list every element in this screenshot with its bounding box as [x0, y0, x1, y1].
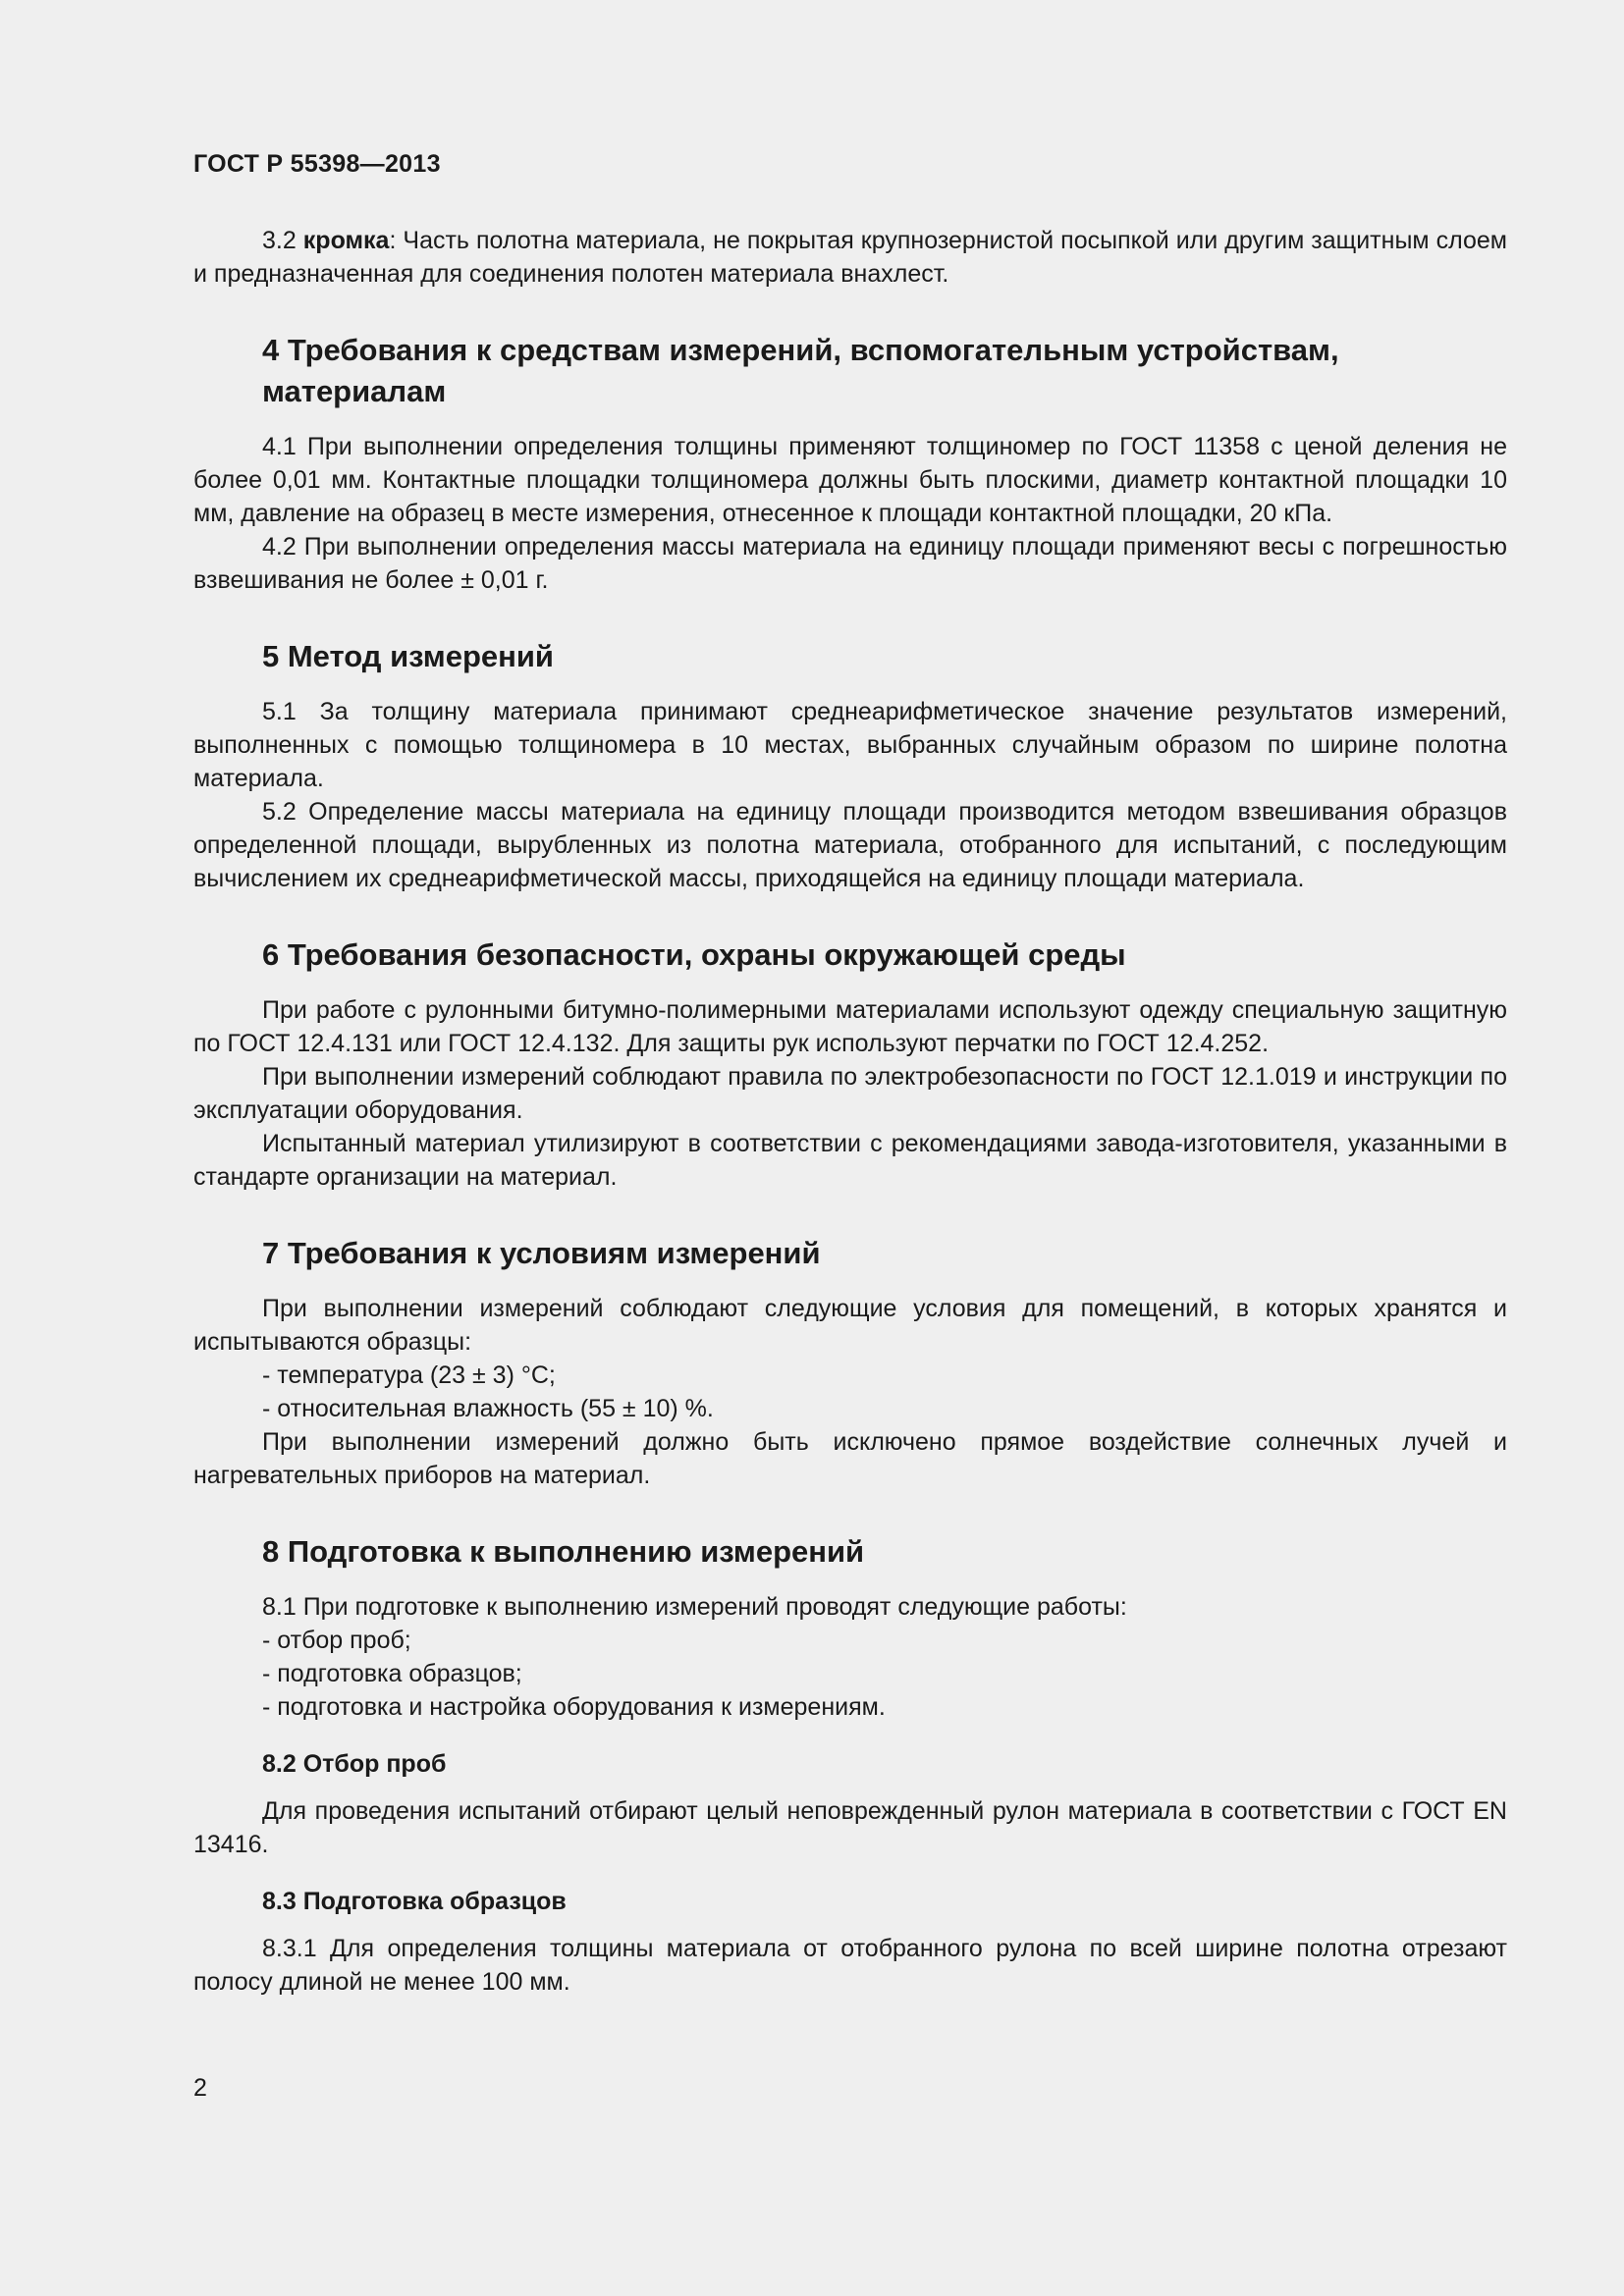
- section-6-title: 6 Требования безопасности, охраны окружающей среды: [262, 937, 1126, 972]
- clause-text: : Часть полотна материала, не покрытая крупнозернистой посыпкой или другим защитным слоем и предназначенная для соединения полотен материала внахлест.: [193, 227, 1507, 288]
- clause-number: 3.2: [262, 227, 303, 254]
- section-8-title: 8 Подготовка к выполнению измерений: [262, 1534, 865, 1569]
- paragraph-7-1: При выполнении измерений соблюдают следующие условия для помещений, в которых хранятся и испытываются образцы:: [193, 1295, 1507, 1356]
- section-4-title: 4 Требования к средствам измерений, вспомогательным устройствам, материалам: [262, 333, 1339, 408]
- term-kromka: кромка: [302, 227, 390, 254]
- list-item: - температура (23 ± 3) °С;: [262, 1362, 556, 1389]
- paragraph-8-3-1: 8.3.1 Для определения толщины материала от отобранного рулона по всей ширине полотна отрезают полосу длиной не менее 100 мм.: [193, 1935, 1507, 1996]
- paragraph-6-1: При работе с рулонными битумно-полимерными материалами используют одежду специальную защитную по ГОСТ 12.4.131 или ГОСТ 12.4.132. Для защиты рук используют перчатки по ГОСТ 12.4.252.: [193, 996, 1507, 1057]
- paragraph-4-2: 4.2 При выполнении определения массы материала на единицу площади применяют весы с погрешностью взвешивания не более ± 0,01 г.: [193, 533, 1507, 594]
- paragraph-5-2: 5.2 Определение массы материала на единицу площади производится методом взвешивания образцов определенной площади, вырубленных из полотна материала, отобранного для испытаний, с последующим вычислением их среднеарифметической массы, приходящейся на единицу площади материала.: [193, 798, 1507, 892]
- paragraph-8-1: 8.1 При подготовке к выполнению измерений проводят следующие работы:: [262, 1593, 1127, 1621]
- paragraph-5-1: 5.1 За толщину материала принимают среднеарифметическое значение результатов измерений, выполненных с помощью толщиномера в 10 местах, выбранных случайным образом по ширине полотна материала.: [193, 698, 1507, 792]
- paragraph-6-2: При выполнении измерений соблюдают правила по электробезопасности по ГОСТ 12.1.019 и инструкции по эксплуатации оборудования.: [193, 1063, 1507, 1124]
- document-page: [193, 147, 1507, 1999]
- subsection-8-3-title: 8.3 Подготовка образцов: [262, 1888, 567, 1915]
- paragraph-6-3: Испытанный материал утилизируют в соответствии с рекомендациями завода-изготовителя, указанными в стандарте организации на материал.: [193, 1130, 1507, 1191]
- list-item: - отбор проб;: [262, 1627, 411, 1654]
- subsection-8-2-title: 8.2 Отбор проб: [262, 1750, 447, 1778]
- paragraph-7-2: При выполнении измерений должно быть исключено прямое воздействие солнечных лучей и нагревательных приборов на материал.: [193, 1428, 1507, 1489]
- clause-3-2: [193, 224, 1507, 291]
- page-number: 2: [193, 2074, 207, 2102]
- list-item: - подготовка образцов;: [262, 1660, 522, 1687]
- paragraph-8-2: Для проведения испытаний отбирают целый неповрежденный рулон материала в соответствии с ГОСТ EN 13416.: [193, 1797, 1507, 1858]
- list-item: - подготовка и настройка оборудования к измерениям.: [262, 1693, 886, 1721]
- paragraph-4-1: 4.1 При выполнении определения толщины применяют толщиномер по ГОСТ 11358 с ценой деления не более 0,01 мм. Контактные площадки толщиномера должны быть плоскими, диаметр контактной площадки 10 мм, давление на образец в месте измерения, отнесенное к площади контактной площадки, 20 кПа.: [193, 433, 1507, 527]
- document-header: ГОСТ Р 55398—2013: [193, 150, 441, 178]
- section-7-title: 7 Требования к условиям измерений: [262, 1236, 821, 1270]
- section-5-title: 5 Метод измерений: [262, 639, 554, 673]
- list-item: - относительная влажность (55 ± 10) %.: [262, 1395, 714, 1422]
